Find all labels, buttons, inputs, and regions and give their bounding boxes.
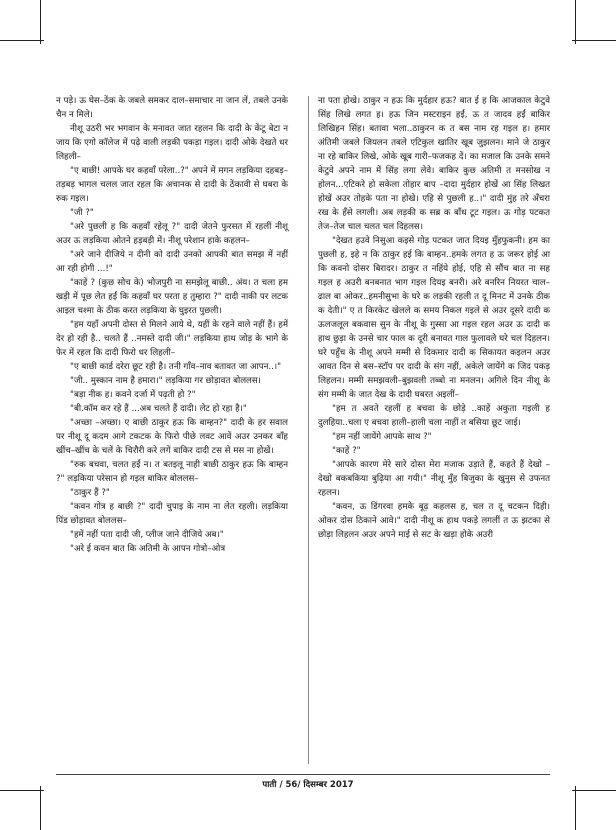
page-footer: पाती / 56/ दिसम्बर 2017 xyxy=(262,780,354,790)
paragraph: न पड़े। ऊ घेस–ठेंक के जबले समकर दाल–समाचार ना जान लें, तबले उनके चैन न मिले। xyxy=(56,96,288,120)
paragraph: "कवन गोत्र ह बाछी ?" दादी चुपाइ के नाम ना लेत रहली। लड़किया पिंड छोड़ावत बोललस– xyxy=(56,502,288,526)
paragraph: "देखत हउवे निसुआ कइसे गोड़ पटकत जात दियइ मुँहफुकनी। हम का पुछली ह, इहे न कि ठाकुर हई कि बाम्हन..हमके लगत ह ऊ जरूर होई आ कि कवनो दोसर बिरादर। ठाकुर त नहिंये होई, एहि से सौंच बात ना सह गइल ह अउरी बनबनात भाग गइल दियइ बनरी। अरे बनरिन नियरत चाल–ढाल बा ओकर..हमनीसुभा के घरे क लड़की रहली त दू मिनट में उनके ठीक क देती।" ए त किरकेट खेलले क समय निकल गइले से अउर दूसरे दादी क ऊलजलूल बकवास सुन के नीशू के गुस्सा आ गइल रहल अउर ऊ दादी क हाथ छुड़ा के उनसे चार फाल क दूरी बनावत गाल फुलावले घरे चल दिहलन। घरे पहुँच के नीशू अपने मम्मी से दिकमार दादी क सिकायत कइलन अउर आवत दिन से बस–स्टॉप पर दादी के संग नहीं, अकेले जायेंगे क जिद पकड़ लिहलन। मम्मी समझवली–बुझवली तब्बो ना मनलन। अगिले दिन नीशू के संग मम्मी के जात देख के दादी घबरत अइलीं– xyxy=(318,236,550,400)
paragraph: "काहें ? (कुछ सोच के) भोजपुरी ना समझेलू बाछी.. अंय। त चला हम खड़ी में पूछ लेत हईं कि कहवाँ घर परता ह तुम्हारा ?" दादी नाकी पर लटक आइल चश्मा के ठीक करत लड़किया के घुइरत पुछली। xyxy=(56,278,288,316)
paragraph: नीशू उठरी भर भगवान के मनावत जात रहलन कि दादी के केंटू बेटा न जाय कि एगो कॉलेज में पढ़े वाली लड़की पकड़ा गइल। दादी ओके देखते धर लिहली– xyxy=(56,124,288,162)
footer-rule xyxy=(56,774,550,775)
paragraph: "जी ?" xyxy=(70,208,94,218)
paragraph: "हम नहीं जायेंगे आपके साथ ?" xyxy=(332,432,432,442)
left-column xyxy=(56,94,288,556)
crop-mark xyxy=(575,0,576,44)
right-column xyxy=(318,94,550,542)
paragraph: "अरे पुछली ह कि कहवाँ रहेलू ?" दादी जेतने फुरसत में रहलीं नीशू अउर ऊ लड़किया ओतने हड़बड़ी में। नीशू परेशान हाके कहलन– xyxy=(56,222,288,246)
crop-mark xyxy=(40,0,41,44)
crop-mark xyxy=(40,786,41,830)
paragraph: "हम त अवते रहलीं ह बचवा के छोड़े ..काहें अकुता गइली ह दुलहिया..चला ए बचवा हाली–हाली चला नाहीं त बसिया छूट जाई। xyxy=(318,404,550,428)
paragraph: "बड़ा नीक ह। कवने दर्जा में पढ़ती हो ?" xyxy=(70,390,196,400)
paragraph: "काहें ?" xyxy=(332,446,361,456)
crop-mark xyxy=(0,40,44,41)
paragraph: "ए बाछी कार्ड दरेरा छूट रही है। तनी गाँव–नाव बतावत जा आपन..।" xyxy=(70,362,282,372)
column-divider xyxy=(308,96,309,764)
paragraph: "हम यहाँ अपनी दोस्त से मिलने आये थे, यहीं के रहने वाले नहीं हैं। हमें देर हो रही है.. चलते हैं ..नमस्ते दादी जी।" लड़किया हाथ जोड़ के भागे के फेर में रहल कि दादी फिरो धर लिहली– xyxy=(56,320,288,358)
crop-mark xyxy=(575,786,576,830)
paragraph: "जी.. मुस्कान नाम है हमारा।" लड़किया गर छोड़ावत बोललस। xyxy=(70,376,261,386)
crop-mark xyxy=(0,790,44,791)
paragraph: "हमें नहीं पता दादी जी, प्लीज जाने दीजिये अब।" xyxy=(70,530,224,540)
paragraph: "अरे जाने दीजिये न दीनी को दादी उनको आपकी बात समझ में नहीं आ रही होगी ...!" xyxy=(56,250,288,274)
paragraph: "ए बाछी! आपके घर कहवाँ परेला..?" अपने में मगन लड़किया दहबड़–तड़बड़ भागल चलल जात रहल कि अचानक से दादी के ठेंकावी से घबरा के रुक गइल। xyxy=(56,166,288,204)
crop-mark xyxy=(572,40,616,41)
paragraph: "रुक बचवा, चलत हईं न। त बतइलू नाही बाछी ठाकुर हऊ कि बाम्हन ?" लड़किया परेसान हो गइल बाकिर बोललस– xyxy=(56,460,288,484)
paragraph: "अरे ई कवन बात कि अतिमी के आपन गोत्रो–ओत्र xyxy=(70,544,226,554)
paragraph: "अच्छा –अच्छा। ए बाछी ठाकुर हऊ कि बाम्हन?" दादी के हर सवाल पर नीशू दू कदम आगे टकटक के फिरो पीछे लवट आवें अउर उनकर बाँह खींच–खींच के चलें के चिरौरी करे लगें बाकिर दादी टस से मस ना होखें। xyxy=(56,418,288,456)
paragraph: ना पता होखे। ठाकुर न हऊ कि मुर्दहार हऊ? बात ई ह कि आजकाल केटुवे सिंह लिखे लगत ह। हऊ जिन मस्टराइन हईं, ऊ त जादव हईं बाकिर लिखिहन सिंह। बतावा भला..ठाकुरन क त बस नाम रह गइल ह। हमार अंतिमी जबले जियलन तबले एटिकुल खातिर खूब जुझलन। माने जे ठाकुर ना रहे बाकिर लिखे, ओके खूब गारी–फजकह दें। का मजाल कि उनके समने केटुवे अपने नाम में सिंह लगा लेवे। बाकिर कुछ अतिमी त मनसोख न होलन...एटिकरे हो सकेला तोहार बाप –दादा मुर्दहार होखें आ सिंह लिखत होखें अउर तोहके पता ना होखे। एहि से पुछली ह..।" दादी मुंह तरे अँचरा रख के हँसे लगली। अब लड़की क सब्र क बाँध टूट गइल। ऊ गोड़ पटकत तेज–तेज चाल चलत चल दिहलस। xyxy=(318,96,550,232)
paragraph: "आपके कारण मेरे सारे दोस्त मेरा मजाक उड़ाते हैं, कहते हैं देखो –देखो बकबकिया बुढ़िया आ गयी।" नीशू मुँह बिजुका के खुनुस से उफनत रहलन। xyxy=(318,460,550,498)
crop-mark xyxy=(572,790,616,791)
paragraph: "बी.कॉम कर रहे हैं ...अब चलते हैं दादी। लेट हो रहा है।" xyxy=(70,404,247,414)
paragraph: "कवन, ऊ डिंगरवा हमके बूढ़ कहलस ह, चल त दू चटकन दिही। ओकर दोस ठिकाने आवे।" दादी नीशू क हाथ पकड़े लगलीं त ऊ झटका से छोड़ा लिहलन अउर अपने माई से सट के खड़ा होके अउरी xyxy=(318,502,550,540)
paragraph: "ठाकुर हैं ?" xyxy=(70,488,110,498)
